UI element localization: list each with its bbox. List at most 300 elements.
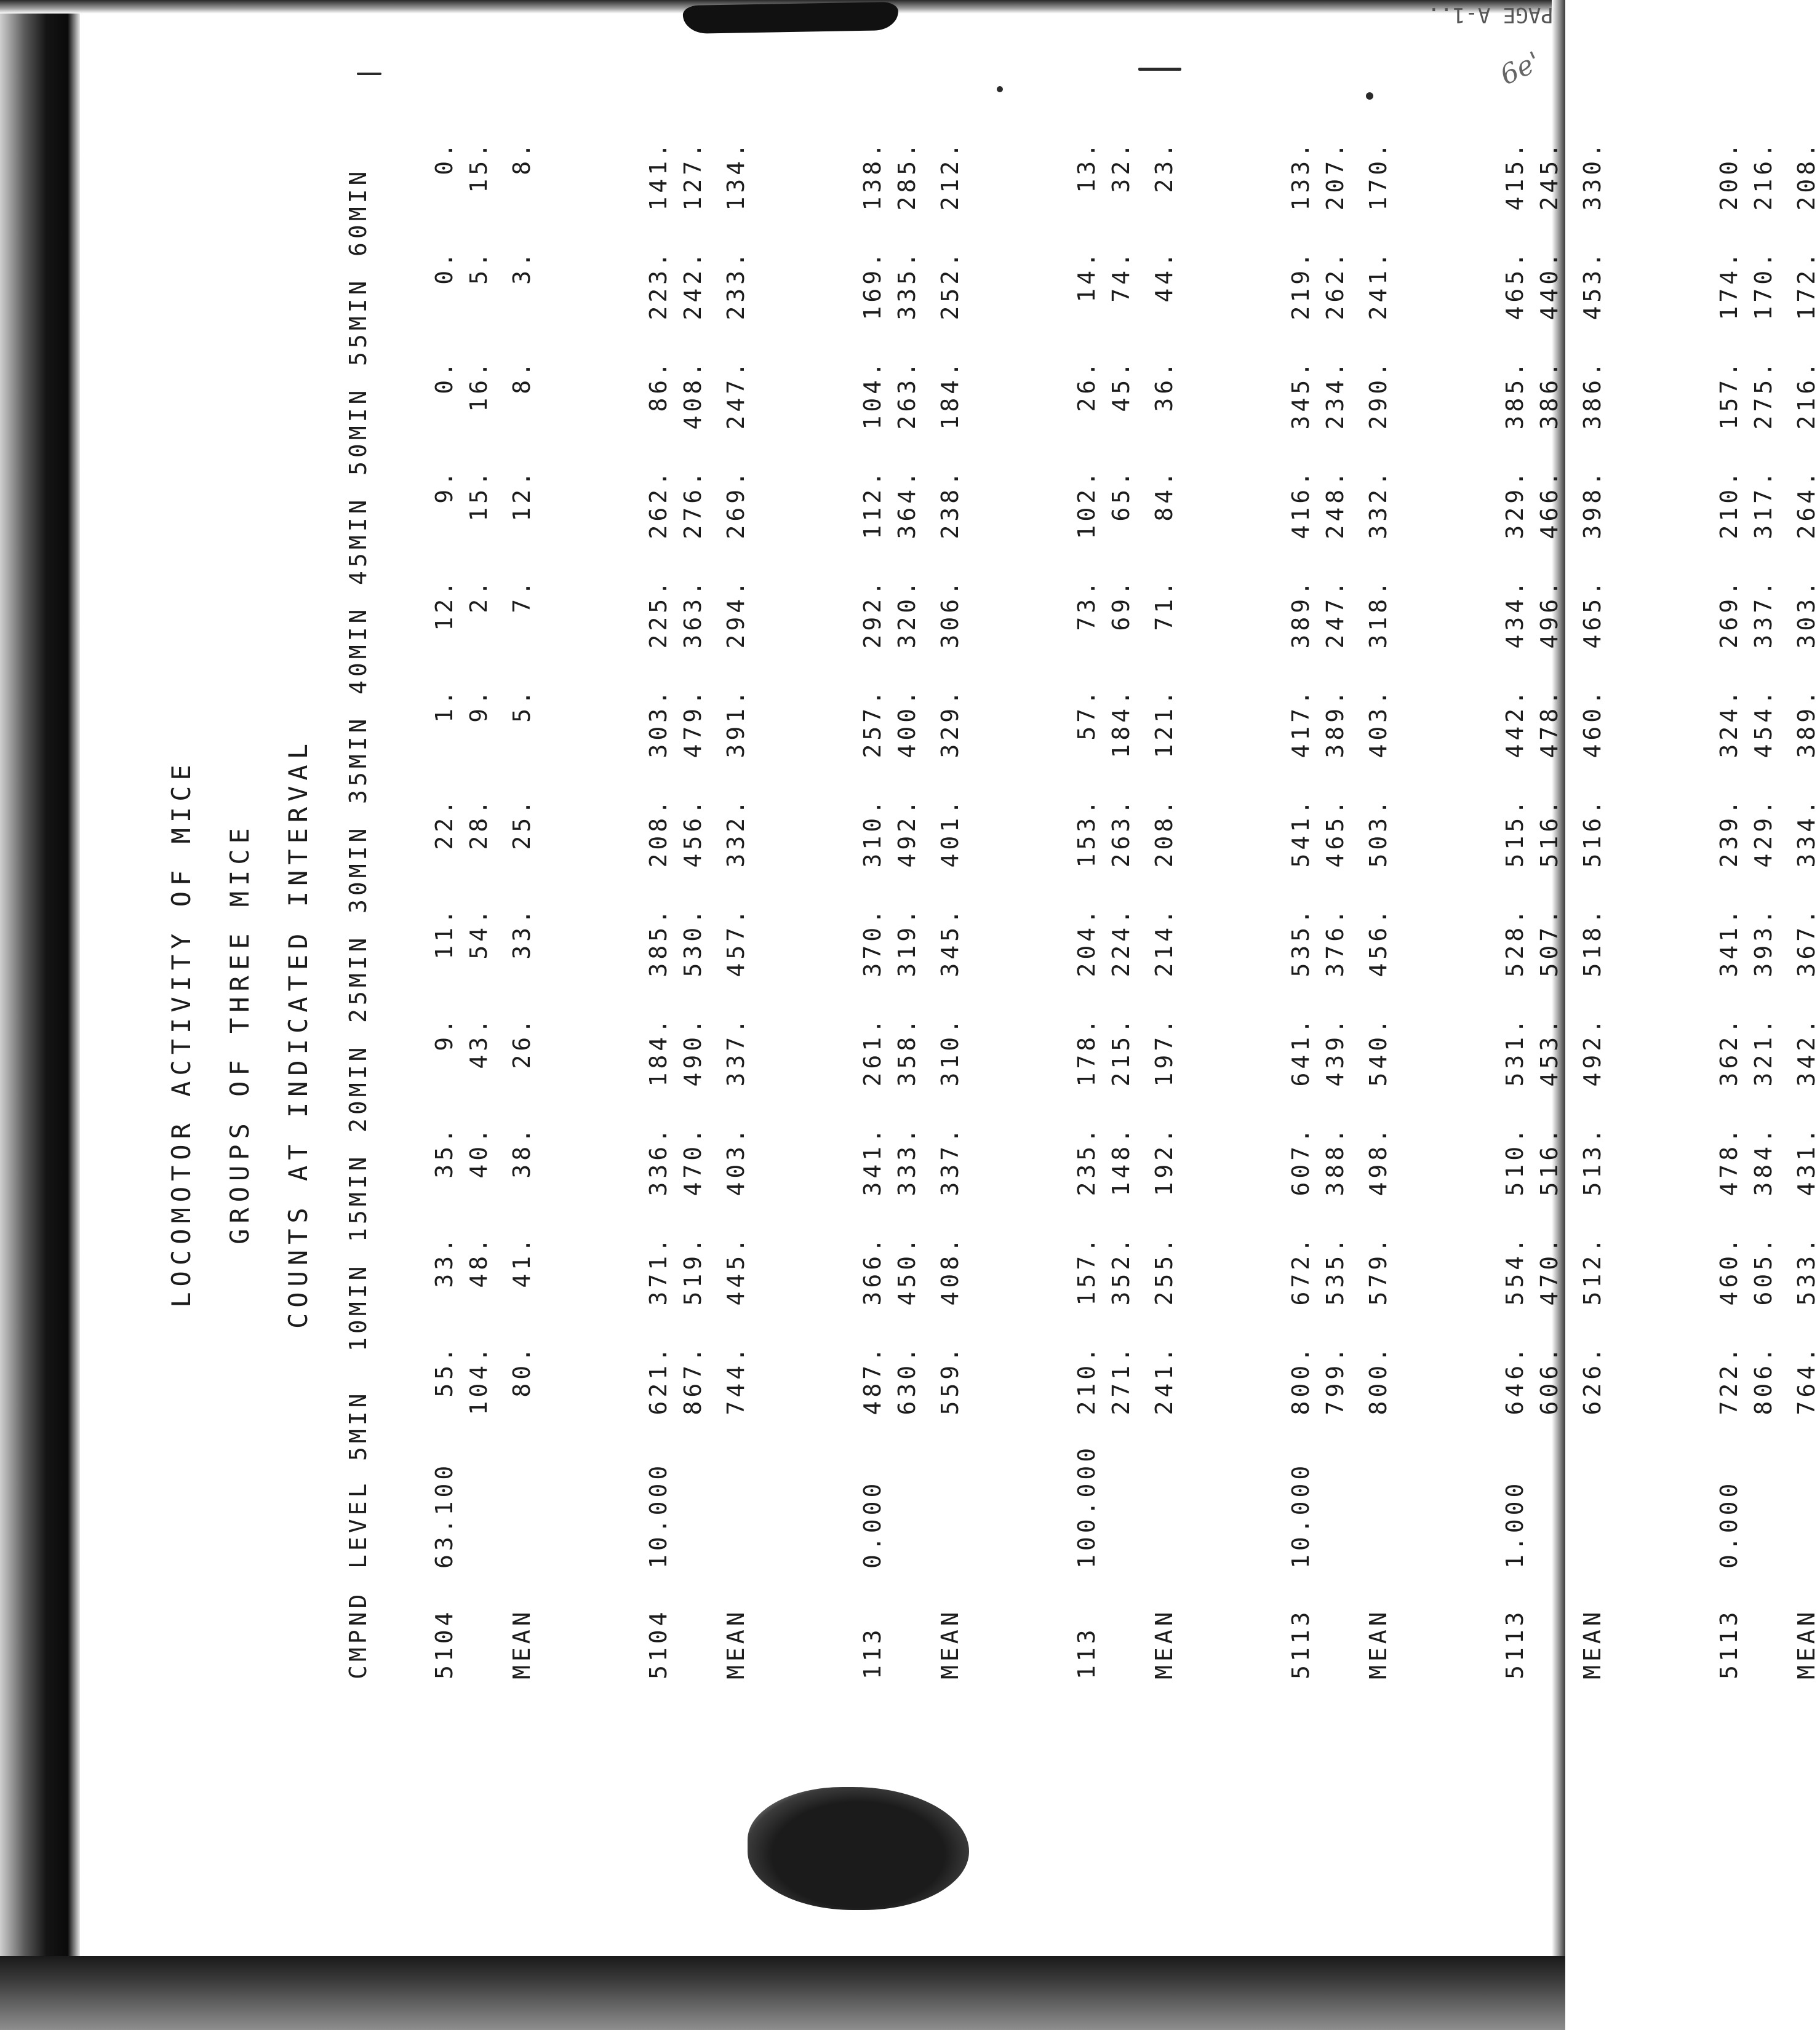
count-cell: 0. [431,359,458,394]
count-cell: 630. [893,1344,920,1415]
mean-cell: 460. [1579,687,1606,758]
mean-cell: 252. [936,249,964,320]
column-header-cmpnd: CMPND [345,1590,372,1679]
count-cell: 470. [679,1125,706,1196]
count-cell: 371. [645,1235,672,1306]
count-cell: 519. [679,1235,706,1306]
count-cell: 14. [1073,249,1100,303]
mean-cell: 498. [1365,1125,1392,1196]
mean-cell: 559. [936,1344,964,1415]
count-cell: 376. [1322,906,1349,977]
count-cell: 204. [1073,906,1100,977]
mean-cell: 8. [508,140,535,175]
count-cell: 210. [1715,468,1742,539]
count-cell: 48. [465,1235,492,1288]
compound-id: 5113 [1287,1608,1314,1679]
count-cell: 184. [645,1016,672,1087]
mean-cell: 492. [1579,1016,1606,1087]
count-cell: 234. [1322,359,1349,430]
count-cell: 157. [1715,359,1742,430]
count-cell: 535. [1287,906,1314,977]
count-cell: 207. [1322,140,1349,211]
column-header-35min: 35MIN [345,715,372,804]
count-cell: 465. [1322,797,1349,868]
mean-cell: 192. [1151,1125,1178,1196]
count-cell: 492. [893,797,920,868]
mean-cell: 337. [936,1125,964,1196]
mean-label: MEAN [1365,1608,1392,1679]
mean-cell: 310. [936,1016,964,1087]
mean-cell: 516. [1579,797,1606,868]
count-cell: 141. [645,140,672,211]
count-cell: 333. [893,1125,920,1196]
count-cell: 417. [1287,687,1314,758]
mean-cell: 513. [1579,1125,1606,1196]
count-cell: 515. [1501,797,1528,868]
stray-mark [997,86,1003,92]
count-cell: 0. [431,249,458,285]
count-cell: 0. [431,140,458,175]
mean-cell: 318. [1365,578,1392,649]
count-cell: 271. [1108,1344,1135,1415]
count-cell: 73. [1073,578,1100,631]
count-cell: 225. [645,578,672,649]
count-cell: 393. [1750,906,1777,977]
mean-cell: 269. [722,468,749,539]
mean-cell: 342. [1793,1016,1820,1087]
column-header-25min: 25MIN [345,934,372,1023]
count-cell: 535. [1322,1235,1349,1306]
mean-cell: 36. [1151,359,1178,412]
count-cell: 22. [431,797,458,850]
count-cell: 641. [1287,1016,1314,1087]
count-cell: 621. [645,1344,672,1415]
count-cell: 9. [431,1016,458,1051]
count-cell: 245. [1536,140,1563,211]
count-cell: 320. [893,578,920,649]
count-cell: 324. [1715,687,1742,758]
count-cell: 9. [431,468,458,504]
count-cell: 442. [1501,687,1528,758]
count-cell: 235. [1073,1125,1100,1196]
mean-cell: 306. [936,578,964,649]
mean-label: MEAN [1579,1608,1606,1679]
mean-cell: 264. [1793,468,1820,539]
count-cell: 490. [679,1016,706,1087]
mean-cell: 294. [722,578,749,649]
mean-cell: 208. [1151,797,1178,868]
count-cell: 496. [1536,578,1563,649]
count-cell: 487. [859,1344,886,1415]
count-cell: 285. [893,140,920,211]
count-cell: 65. [1108,468,1135,522]
column-header-60min: 60MIN [345,167,372,257]
count-cell: 178. [1073,1016,1100,1087]
count-cell: 429. [1750,797,1777,868]
compound-id: 113 [859,1626,886,1679]
count-cell: 45. [1108,359,1135,412]
count-cell: 261. [859,1016,886,1087]
mean-cell: 214. [1151,906,1178,977]
count-cell: 341. [1715,906,1742,977]
count-cell: 15. [465,140,492,193]
stray-mark [1138,68,1181,71]
mean-cell: 241. [1151,1344,1178,1415]
count-cell: 321. [1750,1016,1777,1087]
mean-cell: 303. [1793,578,1820,649]
count-cell: 345. [1287,359,1314,430]
count-cell: 362. [1715,1016,1742,1087]
mean-cell: 579. [1365,1235,1392,1306]
mean-cell: 744. [722,1344,749,1415]
count-cell: 388. [1322,1125,1349,1196]
column-header-30min: 30MIN [345,824,372,914]
mean-cell: 391. [722,687,749,758]
count-cell: 104. [465,1344,492,1415]
mean-cell: 401. [936,797,964,868]
mean-cell: 184. [936,359,964,430]
count-cell: 210. [1073,1344,1100,1415]
count-cell: 292. [859,578,886,649]
count-cell: 337. [1750,578,1777,649]
count-cell: 133. [1287,140,1314,211]
mean-cell: 238. [936,468,964,539]
count-cell: 672. [1287,1235,1314,1306]
mean-cell: 334. [1793,797,1820,868]
mean-cell: 71. [1151,578,1178,631]
report-subtitle-intervals: COUNTS AT INDICATED INTERVAL [283,738,313,1329]
count-cell: 26. [1073,359,1100,412]
count-cell: 239. [1715,797,1742,868]
mean-cell: 330. [1579,140,1606,211]
mean-cell: 540. [1365,1016,1392,1087]
count-cell: 2. [465,578,492,613]
count-cell: 174. [1715,249,1742,320]
count-cell: 74. [1108,249,1135,303]
report-subtitle: GROUPS OF THREE MICE [225,822,255,1244]
count-cell: 470. [1536,1235,1563,1306]
mean-label: MEAN [508,1608,535,1679]
stray-mark [1366,92,1373,100]
count-cell: 352. [1108,1235,1135,1306]
count-cell: 329. [1501,468,1528,539]
compound-id: 5113 [1715,1608,1742,1679]
count-cell: 479. [679,687,706,758]
mean-cell: 170. [1365,140,1392,211]
mean-label: MEAN [1793,1608,1820,1679]
count-cell: 478. [1536,687,1563,758]
count-cell: 335. [893,249,920,320]
count-cell: 248. [1322,468,1349,539]
count-cell: 148. [1108,1125,1135,1196]
count-cell: 86. [645,359,672,412]
count-cell: 800. [1287,1344,1314,1415]
dose-level: 100.000 [1073,1444,1100,1569]
mean-cell: 345. [936,906,964,977]
mean-cell: 172. [1793,249,1820,320]
count-cell: 28. [465,797,492,850]
mean-cell: 212. [936,140,964,211]
count-cell: 384. [1750,1125,1777,1196]
count-cell: 541. [1287,797,1314,868]
count-cell: 606. [1536,1344,1563,1415]
handwritten-corner-note: 6e' [1495,46,1546,92]
count-cell: 69. [1108,578,1135,631]
count-cell: 466. [1536,468,1563,539]
count-cell: 269. [1715,578,1742,649]
count-cell: 104. [859,359,886,430]
count-cell: 127. [679,140,706,211]
mean-cell: 389. [1793,687,1820,758]
count-cell: 242. [679,249,706,320]
page-number-mark: PAGE A-1.. [1427,2,1554,27]
mean-cell: 398. [1579,468,1606,539]
mean-label: MEAN [1151,1608,1178,1679]
count-cell: 799. [1322,1344,1349,1415]
mean-cell: 41. [508,1235,535,1288]
count-cell: 40. [465,1125,492,1179]
count-cell: 275. [1750,359,1777,430]
mean-cell: 403. [722,1125,749,1196]
count-cell: 9. [465,687,492,723]
mean-cell: 33. [508,906,535,960]
column-header-40min: 40MIN [345,605,372,695]
count-cell: 319. [893,906,920,977]
count-cell: 55. [431,1344,458,1398]
mean-cell: 44. [1151,249,1178,303]
mean-cell: 216. [1793,359,1820,430]
mean-cell: 233. [722,249,749,320]
mean-cell: 241. [1365,249,1392,320]
compound-id: 5104 [431,1608,458,1679]
mean-cell: 84. [1151,468,1178,522]
count-cell: 54. [465,906,492,960]
mean-cell: 25. [508,797,535,850]
count-cell: 35. [431,1125,458,1179]
mean-cell: 533. [1793,1235,1820,1306]
rotated-report-table [166,129,1820,1679]
ink-blot-top [683,2,899,34]
count-cell: 317. [1750,468,1777,539]
column-header-10min: 10MIN [345,1262,372,1351]
column-header-5min: 5MIN [345,1390,372,1461]
count-cell: 153. [1073,797,1100,868]
dose-level: 1.000 [1501,1479,1528,1569]
mean-cell: 403. [1365,687,1392,758]
count-cell: 454. [1750,687,1777,758]
count-cell: 453. [1536,1016,1563,1087]
count-cell: 169. [859,249,886,320]
count-cell: 867. [679,1344,706,1415]
mean-cell: 290. [1365,359,1392,430]
mean-cell: 208. [1793,140,1820,211]
count-cell: 507. [1536,906,1563,977]
count-cell: 200. [1715,140,1742,211]
mean-cell: 7. [508,578,535,613]
count-cell: 386. [1536,359,1563,430]
mean-cell: 386. [1579,359,1606,430]
count-cell: 478. [1715,1125,1742,1196]
mean-cell: 503. [1365,797,1392,868]
mean-cell: 626. [1579,1344,1606,1415]
report-title: LOCOMOTOR ACTIVITY OF MICE [166,759,196,1308]
count-cell: 434. [1501,578,1528,649]
column-header-50min: 50MIN [345,386,372,476]
count-cell: 366. [859,1235,886,1306]
count-cell: 465. [1501,249,1528,320]
mean-cell: 764. [1793,1344,1820,1415]
compound-id: 113 [1073,1626,1100,1679]
count-cell: 276. [679,468,706,539]
count-cell: 5. [465,249,492,285]
mean-cell: 512. [1579,1235,1606,1306]
scan-shadow-left [0,0,80,2030]
mean-cell: 121. [1151,687,1178,758]
mean-cell: 197. [1151,1016,1178,1087]
count-cell: 385. [1501,359,1528,430]
count-cell: 102. [1073,468,1100,539]
count-cell: 263. [1108,797,1135,868]
count-cell: 157. [1073,1235,1100,1306]
count-cell: 224. [1108,906,1135,977]
column-header-55min: 55MIN [345,277,372,366]
compound-id: 5104 [645,1608,672,1679]
dose-level: 0.000 [859,1479,886,1569]
count-cell: 262. [645,468,672,539]
mean-cell: 453. [1579,249,1606,320]
mean-cell: 431. [1793,1125,1820,1196]
mean-cell: 8. [508,359,535,394]
column-header-15min: 15MIN [345,1153,372,1242]
count-cell: 219. [1287,249,1314,320]
column-header-20min: 20MIN [345,1043,372,1132]
count-cell: 15. [465,468,492,522]
count-cell: 33. [431,1235,458,1288]
count-cell: 450. [893,1235,920,1306]
count-cell: 257. [859,687,886,758]
mean-cell: 26. [508,1016,535,1069]
count-cell: 408. [679,359,706,430]
count-cell: 722. [1715,1344,1742,1415]
mean-cell: 255. [1151,1235,1178,1306]
count-cell: 1. [431,687,458,723]
count-cell: 440. [1536,249,1563,320]
count-cell: 806. [1750,1344,1777,1415]
dose-level: 10.000 [1287,1462,1314,1569]
mean-cell: 337. [722,1016,749,1087]
count-cell: 530. [679,906,706,977]
count-cell: 43. [465,1016,492,1069]
count-cell: 363. [679,578,706,649]
mean-cell: 80. [508,1344,535,1398]
column-header-level: LEVEL [345,1479,372,1569]
count-cell: 32. [1108,140,1135,193]
mean-cell: 445. [722,1235,749,1306]
mean-cell: 332. [1365,468,1392,539]
mean-cell: 38. [508,1125,535,1179]
mean-cell: 456. [1365,906,1392,977]
dose-level: 0.000 [1715,1479,1742,1569]
mean-cell: 408. [936,1235,964,1306]
count-cell: 303. [645,687,672,758]
count-cell: 16. [465,359,492,412]
count-cell: 554. [1501,1235,1528,1306]
count-cell: 415. [1501,140,1528,211]
mean-cell: 465. [1579,578,1606,649]
count-cell: 389. [1322,687,1349,758]
count-cell: 389. [1287,578,1314,649]
count-cell: 215. [1108,1016,1135,1087]
mean-cell: 367. [1793,906,1820,977]
count-cell: 223. [645,249,672,320]
count-cell: 112. [859,468,886,539]
count-cell: 336. [645,1125,672,1196]
count-cell: 416. [1287,468,1314,539]
scan-shadow-bottom [0,1956,1565,2030]
mean-cell: 332. [722,797,749,868]
count-cell: 11. [431,906,458,960]
count-cell: 510. [1501,1125,1528,1196]
stray-mark [357,73,381,75]
column-header-45min: 45MIN [345,496,372,585]
mean-cell: 5. [508,687,535,723]
mean-cell: 800. [1365,1344,1392,1415]
count-cell: 400. [893,687,920,758]
mean-cell: 134. [722,140,749,211]
count-cell: 184. [1108,687,1135,758]
count-cell: 607. [1287,1125,1314,1196]
mean-cell: 12. [508,468,535,522]
mean-cell: 457. [722,906,749,977]
mean-cell: 329. [936,687,964,758]
mean-cell: 23. [1151,140,1178,193]
compound-id: 5113 [1501,1608,1528,1679]
count-cell: 531. [1501,1016,1528,1087]
count-cell: 439. [1322,1016,1349,1087]
count-cell: 12. [431,578,458,631]
count-cell: 208. [645,797,672,868]
count-cell: 13. [1073,140,1100,193]
count-cell: 310. [859,797,886,868]
count-cell: 262. [1322,249,1349,320]
count-cell: 528. [1501,906,1528,977]
count-cell: 57. [1073,687,1100,741]
count-cell: 358. [893,1016,920,1087]
count-cell: 247. [1322,578,1349,649]
mean-cell: 518. [1579,906,1606,977]
dose-level: 10.000 [645,1462,672,1569]
mean-label: MEAN [722,1608,749,1679]
count-cell: 460. [1715,1235,1742,1306]
count-cell: 646. [1501,1344,1528,1415]
count-cell: 263. [893,359,920,430]
count-cell: 385. [645,906,672,977]
count-cell: 170. [1750,249,1777,320]
count-cell: 370. [859,906,886,977]
count-cell: 516. [1536,797,1563,868]
count-cell: 456. [679,797,706,868]
count-cell: 516. [1536,1125,1563,1196]
count-cell: 341. [859,1125,886,1196]
ink-blot-bottom [748,1787,969,1910]
count-cell: 216. [1750,140,1777,211]
dose-level: 63.100 [431,1462,458,1569]
mean-cell: 3. [508,249,535,285]
count-cell: 605. [1750,1235,1777,1306]
mean-cell: 247. [722,359,749,430]
count-cell: 364. [893,468,920,539]
count-cell: 138. [859,140,886,211]
